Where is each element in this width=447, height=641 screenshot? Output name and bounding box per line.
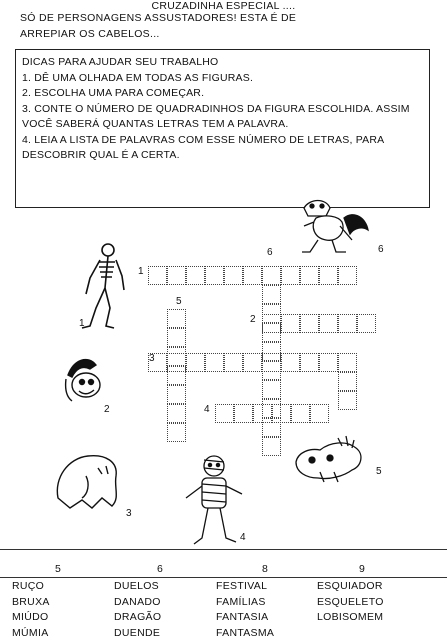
word-table-header-rule [0, 577, 447, 578]
clue-number-4: 4 [204, 404, 210, 415]
crossword-cell[interactable] [167, 366, 186, 385]
figure-label-3: 3 [126, 508, 132, 519]
crossword-cell[interactable] [167, 353, 186, 372]
crossword-cell[interactable] [205, 266, 224, 285]
crossword-cell[interactable] [300, 266, 319, 285]
crossword-cell[interactable] [291, 404, 310, 423]
crossword-cell[interactable] [262, 342, 281, 361]
crossword-cell[interactable] [167, 328, 186, 347]
crossword-cell[interactable] [281, 353, 300, 372]
crossword-cell[interactable] [338, 372, 357, 391]
list-item: ESQUIADOR [317, 579, 384, 595]
crossword-cell[interactable] [338, 353, 357, 372]
ghost-icon [48, 448, 124, 512]
crossword-cell[interactable] [148, 266, 167, 285]
clue-number-6: 6 [267, 247, 273, 258]
crossword-cell[interactable] [167, 385, 186, 404]
frog-monster-icon [296, 196, 372, 256]
list-item: RUÇO [12, 579, 50, 595]
crossword-cell[interactable] [319, 266, 338, 285]
list-item: BRUXA [12, 595, 50, 611]
crossword-cell[interactable] [234, 404, 253, 423]
tips-heading: DICAS PARA AJUDAR SEU TRABALHO [22, 55, 423, 71]
crossword-cell[interactable] [167, 266, 186, 285]
intro-text [20, 10, 435, 42]
tip-item-2: 2. ESCOLHA UMA PARA COMEÇAR. [22, 86, 423, 102]
werewolf-icon [290, 432, 368, 486]
crossword-cell[interactable] [186, 266, 205, 285]
crossword-cell[interactable] [262, 361, 281, 380]
crossword-cell[interactable] [262, 399, 281, 418]
crossword-cell[interactable] [300, 314, 319, 333]
figure-label-5: 5 [376, 466, 382, 477]
crossword-cell[interactable] [262, 266, 281, 285]
crossword-cell[interactable] [300, 353, 319, 372]
word-column-header-5: 5 [55, 563, 61, 575]
crossword-cell[interactable] [262, 304, 281, 323]
crossword-cell[interactable] [338, 266, 357, 285]
word-column-6 [114, 579, 161, 641]
list-item: DUENDE [114, 626, 161, 641]
worksheet-title: CRUZADINHA ESPECIAL .... [0, 0, 447, 12]
intro-line-2: ARREPIAR OS CABELOS... [20, 26, 435, 42]
crossword-cell[interactable] [167, 423, 186, 442]
crossword-cell[interactable] [205, 353, 224, 372]
crossword-cell[interactable] [338, 391, 357, 410]
crossword-cell[interactable] [167, 309, 186, 328]
list-item: MIÚDO [12, 610, 50, 626]
word-column-header-9: 9 [359, 563, 365, 575]
crossword-cell[interactable] [253, 404, 272, 423]
crossword-cell[interactable] [272, 404, 291, 423]
crossword-cell[interactable] [224, 353, 243, 372]
clue-number-3: 3 [149, 353, 155, 364]
list-item: MÚMIA [12, 626, 50, 641]
witch-icon [64, 355, 108, 405]
crossword-cell[interactable] [186, 353, 205, 372]
intro-line-1: SÓ DE PERSONAGENS ASSUSTADORES! ESTA É DE [20, 10, 435, 26]
word-column-5 [12, 579, 50, 641]
clue-number-2: 2 [250, 314, 256, 325]
word-column-8 [216, 579, 274, 641]
crossword-cell[interactable] [310, 404, 329, 423]
clue-number-1: 1 [138, 266, 144, 277]
crossword-cell[interactable] [262, 314, 281, 333]
crossword-cell[interactable] [215, 404, 234, 423]
tips-box [15, 49, 430, 208]
crossword-cell[interactable] [319, 314, 338, 333]
list-item: FAMÍLIAS [216, 595, 274, 611]
crossword-cell[interactable] [357, 314, 376, 333]
word-column-9 [317, 579, 384, 626]
crossword-cell[interactable] [243, 353, 262, 372]
figure-label-6: 6 [378, 244, 384, 255]
word-table-top-rule [0, 549, 447, 550]
list-item: FESTIVAL [216, 579, 274, 595]
word-column-header-6: 6 [157, 563, 163, 575]
crossword-cell[interactable] [262, 380, 281, 399]
clue-number-5: 5 [176, 296, 182, 307]
crossword-cell[interactable] [262, 285, 281, 304]
tip-item-3: 3. CONTE O NÚMERO DE QUADRADINHOS DA FIGURA ESCOLHIDA. ASSIM VOCÊ SABERÁ QUANTAS LETRAS TEM A PALAVRA. [22, 102, 423, 133]
list-item: LOBISOMEM [317, 610, 384, 626]
figure-label-1: 1 [79, 318, 85, 329]
crossword-cell[interactable] [262, 437, 281, 456]
crossword-cell[interactable] [281, 314, 300, 333]
crossword-cell[interactable] [243, 266, 262, 285]
tip-item-4: 4. LEIA A LISTA DE PALAVRAS COM ESSE NÚMERO DE LETRAS, PARA DESCOBRIR QUAL É A CERTA. [22, 133, 423, 164]
crossword-cell[interactable] [281, 266, 300, 285]
list-item: DRAGÃO [114, 610, 161, 626]
crossword-cell[interactable] [338, 314, 357, 333]
crossword-cell[interactable] [262, 323, 281, 342]
crossword-cell[interactable] [319, 353, 338, 372]
word-column-header-8: 8 [262, 563, 268, 575]
list-item: DANADO [114, 595, 161, 611]
crossword-cell[interactable] [262, 353, 281, 372]
figure-label-2: 2 [104, 404, 110, 415]
list-item: ESQUELETO [317, 595, 384, 611]
figure-label-4: 4 [240, 532, 246, 543]
list-item: FANTASMA [216, 626, 274, 641]
list-item: FANTASIA [216, 610, 274, 626]
tip-item-1: 1. DÊ UMA OLHADA EM TODAS AS FIGURAS. [22, 71, 423, 87]
crossword-cell[interactable] [167, 404, 186, 423]
mummy-icon [180, 452, 248, 548]
list-item: DUELOS [114, 579, 161, 595]
crossword-cell[interactable] [167, 347, 186, 366]
crossword-cell[interactable] [224, 266, 243, 285]
crossword-cell[interactable] [262, 418, 281, 437]
